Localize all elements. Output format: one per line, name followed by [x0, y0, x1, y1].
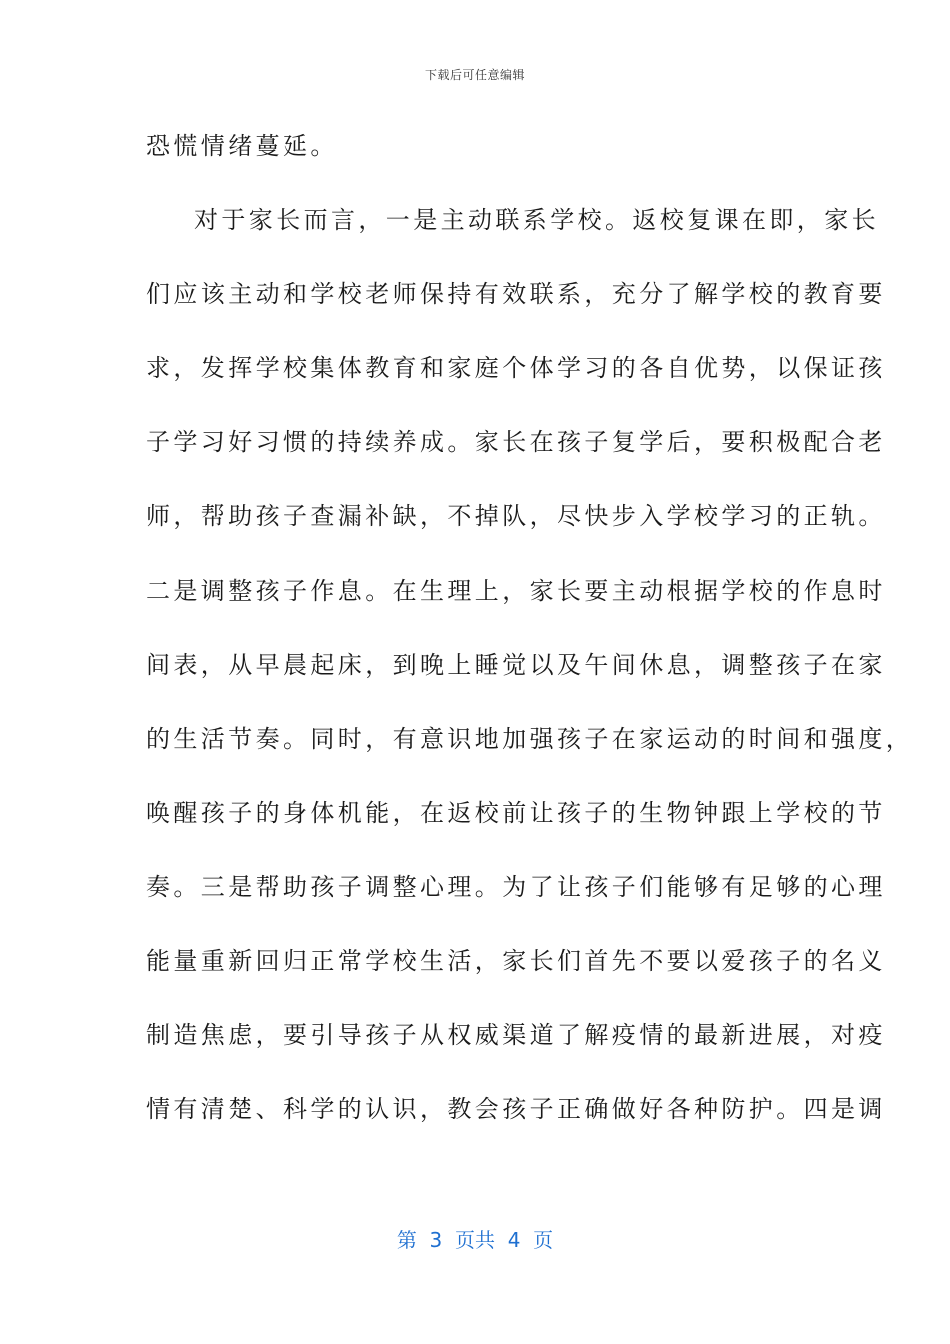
- text-line: 对于家长而言，一是主动联系学校。返校复课在即，家长: [194, 206, 879, 235]
- text-line: 间表，从早晨起床，到晚上睡觉以及午间休息，调整孩子在家: [146, 650, 886, 679]
- text-line: 师，帮助孩子查漏补缺，不掉队，尽快步入学校学习的正轨。: [146, 502, 886, 531]
- text-line: 求，发挥学校集体教育和家庭个体学习的各自优势，以保证孩: [146, 354, 886, 383]
- body-text: [146, 124, 914, 1161]
- text-line: 恐慌情绪蔓延。: [146, 132, 338, 160]
- text-line: 二是调整孩子作息。在生理上，家长要主动根据学校的作息时: [146, 576, 886, 605]
- text-line: 的生活节奏。同时，有意识地加强孩子在家运动的时间和强度，: [146, 724, 914, 753]
- text-line: 们应该主动和学校老师保持有效联系，充分了解学校的教育要: [146, 280, 886, 309]
- text-line: 唤醒孩子的身体机能，在返校前让孩子的生物钟跟上学校的节: [146, 798, 886, 827]
- page-header: 下载后可任意编辑: [424, 68, 525, 82]
- text-line: 能量重新回归正常学校生活，家长们首先不要以爱孩子的名义: [146, 947, 886, 976]
- text-line: 情有清楚、科学的认识，教会孩子正确做好各种防护。四是调: [146, 1095, 886, 1124]
- text-line: 奏。三是帮助孩子调整心理。为了让孩子们能够有足够的心理: [146, 872, 886, 901]
- text-line: 制造焦虑，要引导孩子从权威渠道了解疫情的最新进展，对疫: [146, 1021, 886, 1050]
- text-line: 子学习好习惯的持续养成。家长在孩子复学后，要积极配合老: [146, 428, 886, 457]
- page-number-footer: 第 3 页共 4 页: [396, 1228, 554, 1252]
